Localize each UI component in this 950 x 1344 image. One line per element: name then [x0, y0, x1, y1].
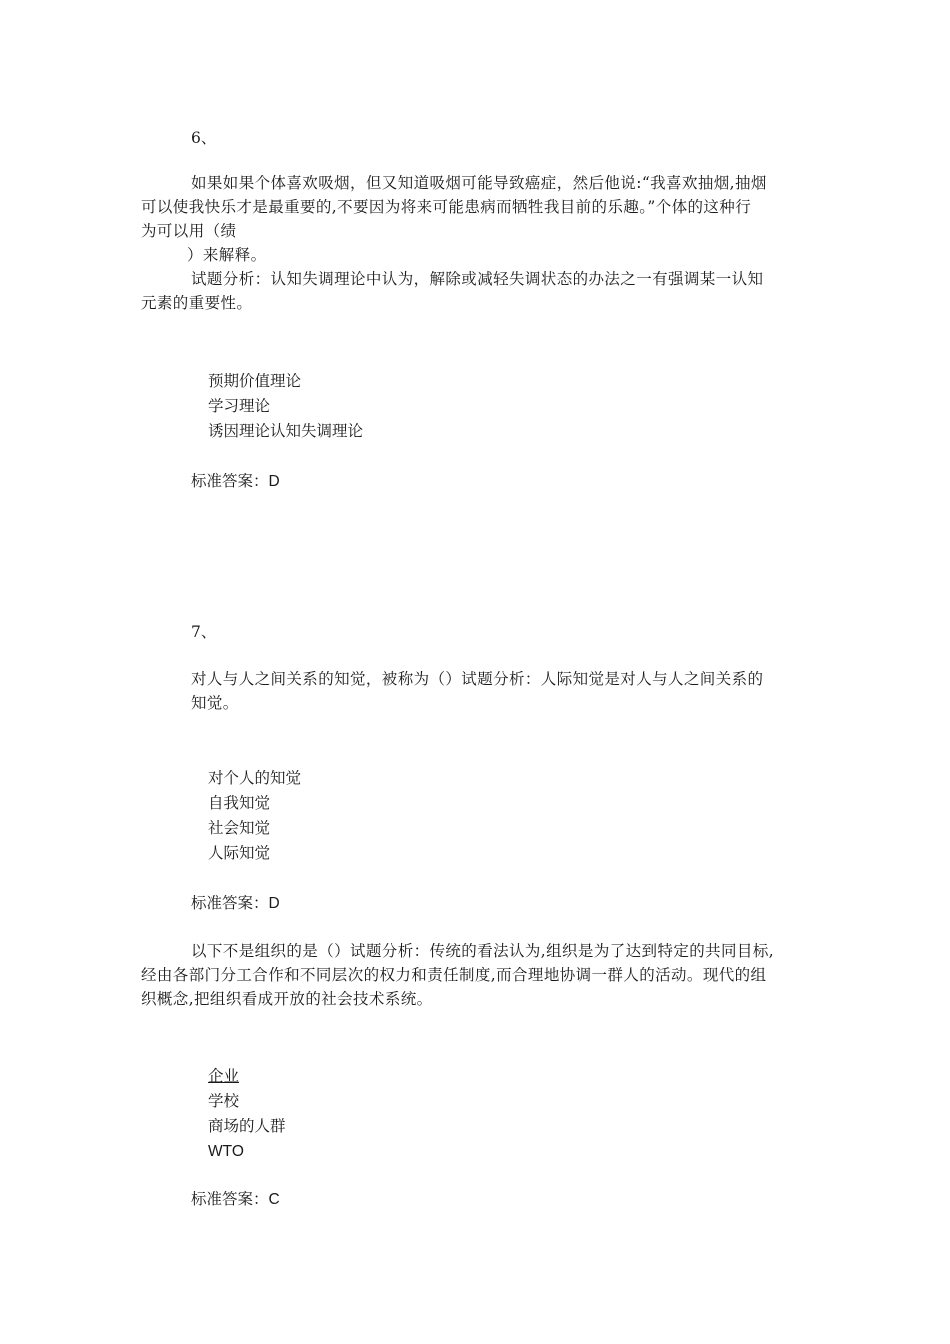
- stem-line: ）来解释。: [187, 246, 267, 264]
- question-number: 6、: [191, 129, 217, 147]
- option-list: [208, 369, 363, 444]
- stem-line: 织概念,把组织看成开放的社会技术系统。: [141, 990, 433, 1008]
- stem-line: 如果如果个体喜欢吸烟，但又知道吸烟可能导致癌症，然后他说:“我喜欢抽烟,抽烟: [191, 174, 767, 192]
- analysis-line: 试题分析：认知失调理论中认为，解除或减轻失调状态的办法之一有强调某一认知: [191, 270, 764, 288]
- stem-line: 知觉。: [191, 694, 239, 712]
- option-c[interactable]: 商场的人群: [208, 1117, 286, 1135]
- standard-answer: [191, 1187, 280, 1212]
- option-b[interactable]: 自我知觉: [208, 794, 271, 812]
- answer-value: D: [268, 473, 280, 490]
- option-a[interactable]: 对个人的知觉: [208, 769, 302, 787]
- answer-label: 标准答案：: [191, 894, 269, 912]
- stem-line: 以下不是组织的是（）试题分析：传统的看法认为,组织是为了达到特定的共同目标,: [191, 942, 775, 960]
- option-d[interactable]: WTO: [208, 1143, 244, 1160]
- option-list: [208, 766, 301, 866]
- question-stem: [141, 939, 816, 1011]
- option-c[interactable]: 社会知觉: [208, 819, 271, 837]
- question-number: 7、: [191, 623, 217, 641]
- stem-line: 经由各部门分工合作和不同层次的权力和责任制度,而合理地协调一群人的活动。现代的组: [141, 966, 767, 984]
- question-stem: [141, 667, 816, 715]
- stem-line: 对人与人之间关系的知觉，被称为（）试题分析：人际知觉是对人与人之间关系的: [191, 670, 764, 688]
- option-list: [208, 1064, 286, 1164]
- analysis-line: 元素的重要性。: [141, 294, 253, 312]
- option-b[interactable]: 学习理论: [208, 397, 271, 415]
- option-d[interactable]: 人际知觉: [208, 844, 271, 862]
- option-b[interactable]: 学校: [208, 1092, 240, 1110]
- option-a[interactable]: 预期价值理论: [208, 372, 302, 390]
- option-c[interactable]: 诱因理论认知失调理论: [208, 422, 364, 440]
- standard-answer: [191, 891, 280, 916]
- stem-line: 可以使我快乐才是最重要的,不要因为将来可能患病而牺牲我目前的乐趣。”个体的这种行: [141, 198, 752, 216]
- stem-line: 为可以用（绩: [141, 222, 237, 240]
- standard-answer: [191, 469, 280, 494]
- answer-label: 标准答案：: [191, 1190, 269, 1208]
- answer-value: D: [268, 895, 280, 912]
- answer-label: 标准答案：: [191, 472, 269, 490]
- option-a[interactable]: 企业: [208, 1067, 240, 1085]
- answer-value: C: [268, 1191, 280, 1208]
- question-stem: [141, 171, 816, 315]
